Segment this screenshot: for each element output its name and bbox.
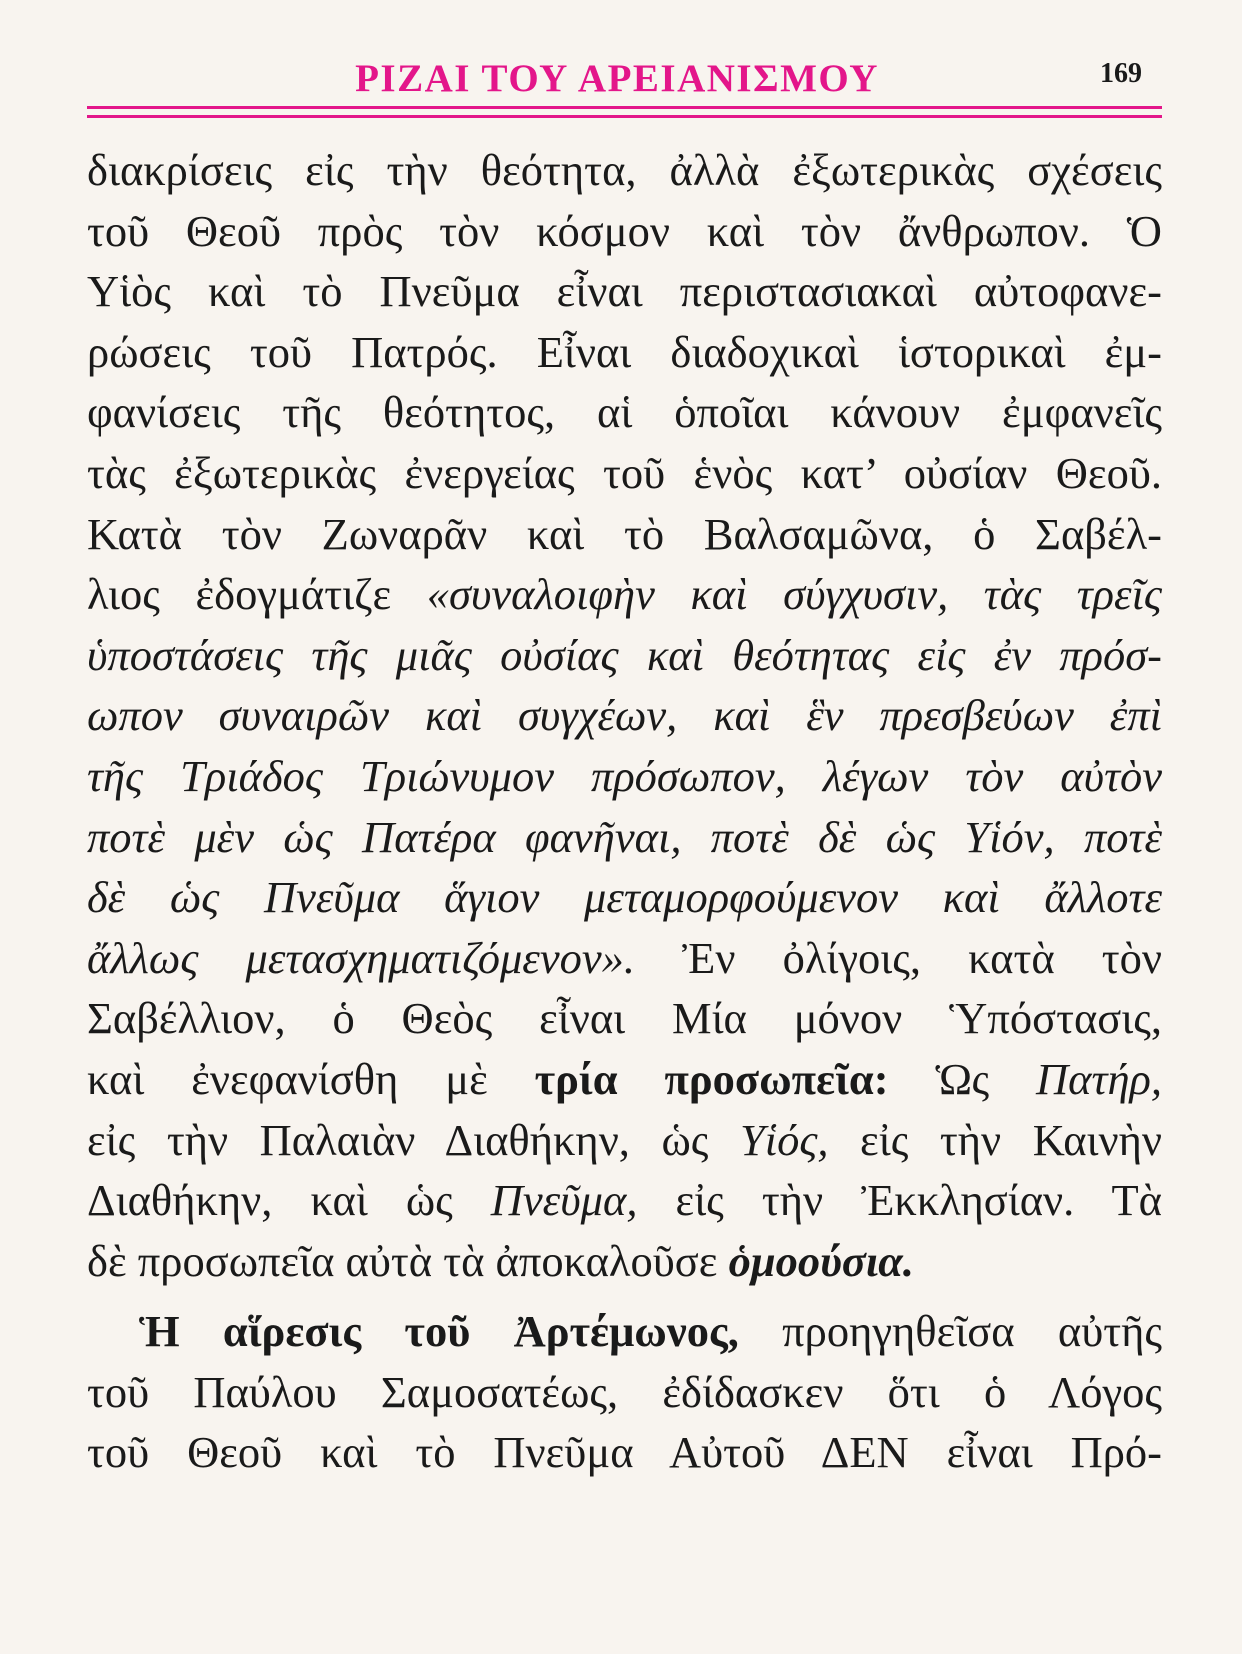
text-line (87, 1110, 1162, 1171)
text-run: δὲ ὡς Πνεῦμα ἅγιον μεταμορφούμενον καὶ ἄλλοτε (87, 872, 1162, 923)
text-run: Πατήρ, (1036, 1053, 1163, 1104)
text-run: ποτὲ μὲν ὡς Πατέρα φανῆναι, ποτὲ δὲ ὡς Υἱόν, ποτὲ (87, 811, 1162, 862)
page-number: 169 (1100, 58, 1142, 89)
text-run: δὲ προσωπεῖα αὐτὰ τὰ ἀποκαλοῦσε (87, 1235, 729, 1286)
text-line (87, 746, 1162, 807)
text-line (87, 1362, 1162, 1423)
text-line (87, 988, 1162, 1049)
text-line (87, 928, 1162, 989)
text-run: Ἡ αἵρεσις τοῦ Ἀρτέμωνος, (139, 1306, 739, 1357)
text-run: Ἐν ὀλίγοις, κατὰ τὸν (634, 932, 1163, 983)
text-run: Κατὰ τὸν Ζωναρᾶν καὶ τὸ Βαλσαμῶνα, ὁ Σαβέλ- (87, 508, 1162, 559)
text-run: λιος ἐδογμάτιζε (87, 569, 427, 620)
text-run: Πνεῦμα, (490, 1175, 638, 1226)
text-run: ὁμοούσια. (728, 1235, 914, 1286)
text-line (87, 685, 1162, 746)
text-run: τρία προσωπεῖα: (534, 1053, 889, 1104)
text-run: τοῦ Παύλου Σαμοσατέως, ἐδίδασκεν ὅτι ὁ Λόγος (87, 1366, 1162, 1417)
text-line (87, 1049, 1162, 1110)
text-run: Διαθήκην, καὶ ὡς (87, 1175, 491, 1226)
text-run: ρώσεις τοῦ Πατρός. Εἶναι διαδοχικαὶ ἱστορικαὶ ἐμ- (87, 326, 1162, 377)
text-line (87, 140, 1162, 201)
text-run: τοῦ Θεοῦ καὶ τὸ Πνεῦμα Αὐτοῦ ΔΕΝ εἶναι Πρό- (87, 1427, 1162, 1478)
book-page (87, 50, 1162, 1650)
text-run: τὰς ἐξωτερικὰς ἐνεργείας τοῦ ἑνὸς κατ’ οὐσίαν Θεοῦ. (87, 447, 1162, 498)
text-run: ωπον συναιρῶν καὶ συγχέων, καὶ ἓν πρεσβεύων ἐπὶ (87, 690, 1162, 741)
text-run: εἰς τὴν Ἐκκλησίαν. Τὰ (637, 1175, 1162, 1226)
paragraph-gap (87, 1291, 1162, 1301)
text-line (87, 1170, 1162, 1231)
text-line (87, 1231, 1162, 1292)
text-run: τῆς Τριάδος Τριώνυμον πρόσωπον, λέγων τὸν αὐτὸν (87, 750, 1162, 801)
text-line (87, 807, 1162, 868)
text-line (87, 201, 1162, 262)
text-line (87, 1301, 1162, 1362)
text-run: Υἱὸς καὶ τὸ Πνεῦμα εἶναι περιστασιακαὶ αὐτοφανε- (87, 266, 1162, 317)
text-run: ὑποστάσεις τῆς μιᾶς οὐσίας καὶ θεότητας εἰς ἐν πρόσ- (87, 629, 1162, 680)
body-text (87, 140, 1162, 1483)
text-line (87, 625, 1162, 686)
header-rule-top (87, 106, 1162, 109)
text-line (87, 564, 1162, 625)
text-run: Σαβέλλιον, ὁ Θεὸς εἶναι Μία μόνον Ὑπόστασις, (87, 993, 1162, 1044)
page-header (87, 50, 1162, 108)
text-run: καὶ ἐνεφανίσθη μὲ (87, 1053, 535, 1104)
text-run: Υἱός, (739, 1114, 829, 1165)
text-run: Ὡς (888, 1053, 1037, 1104)
text-line (87, 867, 1162, 928)
text-run: φανίσεις τῆς θεότητος, αἱ ὁποῖαι κάνουν ἐμφανεῖς (87, 387, 1162, 438)
running-title: ΡΙΖΑΙ ΤΟΥ ΑΡΕΙΑΝΙΣΜΟΥ (355, 57, 879, 100)
text-run: εἰς τὴν Καινὴν (828, 1114, 1162, 1165)
header-rule-bottom (87, 115, 1162, 118)
text-line (87, 261, 1162, 322)
text-line (87, 504, 1162, 565)
text-run: ἄλλως μετασχηματιζόμενον». (87, 932, 635, 983)
text-run: εἰς τὴν Παλαιὰν Διαθήκην, ὡς (87, 1114, 740, 1165)
text-run: «συναλοιφὴν καὶ σύγχυσιν, τὰς τρεῖς (426, 569, 1162, 620)
text-run: διακρίσεις εἰς τὴν θεότητα, ἀλλὰ ἐξωτερικὰς σχέσεις (87, 145, 1162, 195)
text-line (87, 1422, 1162, 1483)
text-line (87, 382, 1162, 443)
text-line (87, 443, 1162, 504)
text-line (87, 322, 1162, 383)
text-run: τοῦ Θεοῦ πρὸς τὸν κόσμον καὶ τὸν ἄνθρωπον. Ὁ (87, 205, 1162, 256)
text-run: προηγηθεῖσα αὐτῆς (738, 1306, 1162, 1357)
